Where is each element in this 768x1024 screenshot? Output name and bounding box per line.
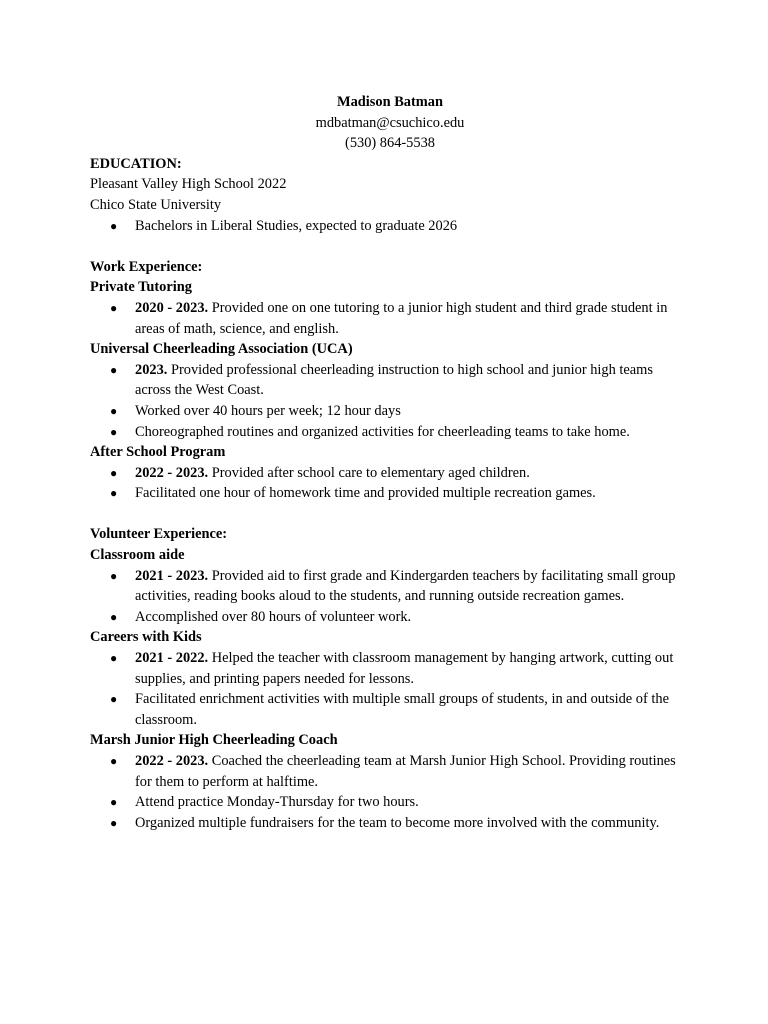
bullet-icon: ● — [110, 754, 118, 768]
entry-title: Universal Cheerleading Association (UCA) — [90, 341, 353, 358]
bullet-date: 2020 - 2023. — [135, 299, 209, 316]
bullet-text: Helped the teacher with classroom management by hanging artwork, cutting out supplies, and printing papers needed for lessons. — [135, 650, 674, 687]
bullet-icon: ● — [110, 424, 118, 439]
bullet-icon: ● — [110, 362, 118, 377]
resume-phone: (530) 864-5538 — [345, 135, 435, 152]
list-item — [90, 298, 690, 339]
bullet-text: Facilitated one hour of homework time and provided multiple recreation games. — [135, 485, 596, 502]
volunteer-entries — [90, 545, 690, 833]
entry-bullet-list — [90, 648, 690, 730]
entry-bullet-list — [90, 751, 690, 833]
education-school: Pleasant Valley High School 2022 — [90, 176, 287, 193]
list-item — [90, 689, 690, 730]
entry-title: Marsh Junior High Cheerleading Coach — [90, 732, 338, 749]
bullet-icon: ● — [110, 795, 118, 810]
bullet-text: Organized multiple fundraisers for the team to become more involved with the community. — [135, 814, 660, 831]
bullet-text: Choreographed routines and organized activities for cheerleading teams to take home. — [135, 423, 630, 440]
education-list — [90, 216, 690, 237]
bullet-icon: ● — [110, 486, 118, 501]
list-item — [90, 813, 690, 834]
bullet-icon: ● — [110, 568, 118, 583]
bullet-icon: ● — [110, 218, 118, 233]
list-item — [90, 360, 690, 401]
education-heading: EDUCATION: — [90, 155, 182, 172]
resume-name: Madison Batman — [337, 94, 443, 110]
bullet-icon: ● — [110, 692, 118, 707]
bullet-text: Provided after school care to elementary aged children. — [208, 464, 530, 481]
list-item — [90, 607, 690, 628]
bullet-date: 2021 - 2022. — [135, 650, 209, 667]
bullet-date: 2023. — [135, 361, 168, 378]
bullet-text: Provided one on one tutoring to a junior high student and third grade student in areas of math, science, and english. — [135, 299, 668, 337]
work-heading: Work Experience: — [90, 258, 203, 275]
bullet-date: 2021 - 2023. — [135, 567, 209, 584]
bullet-text: Bachelors in Liberal Studies, expected to graduate 2026 — [135, 217, 458, 234]
entry-title: Private Tutoring — [90, 279, 192, 296]
entry-bullet-list — [90, 566, 690, 628]
list-item — [90, 566, 690, 607]
resume-content — [90, 92, 690, 833]
volunteer-heading: Volunteer Experience: — [90, 526, 228, 543]
bullet-icon: ● — [110, 403, 118, 418]
list-item — [90, 792, 690, 813]
entry-title: Careers with Kids — [90, 629, 202, 646]
list-item — [90, 422, 690, 443]
entry-bullet-list — [90, 298, 690, 339]
resume-email: mdbatman@csuchico.edu — [315, 114, 465, 131]
bullet-icon: ● — [110, 815, 118, 830]
list-item — [90, 216, 690, 237]
bullet-text: Attend practice Monday-Thursday for two hours. — [135, 794, 419, 811]
bullet-text: Provided aid to first grade and Kindergarden teachers by facilitating small group activities, reading books aloud to the students, and running outside recreation games. — [135, 567, 676, 605]
spacer — [90, 236, 690, 257]
spacer — [90, 504, 690, 525]
list-item — [90, 483, 690, 504]
list-item — [90, 751, 690, 792]
bullet-date: 2022 - 2023. — [135, 753, 209, 769]
bullet-icon: ● — [110, 465, 118, 480]
bullet-text: Worked over 40 hours per week; 12 hour days — [135, 402, 401, 419]
bullet-icon: ● — [110, 651, 118, 666]
bullet-text: Facilitated enrichment activities with multiple small groups of students, in and outside of the classroom. — [135, 691, 669, 728]
education-university: Chico State University — [90, 196, 222, 213]
list-item — [90, 463, 690, 484]
list-item — [90, 401, 690, 422]
bullet-text: Provided professional cheerleading instruction to high school and junior high teams across the West Coast. — [135, 361, 653, 399]
bullet-text: Coached the cheerleading team at Marsh Junior High School. Providing routines for them to perform at halftime. — [135, 753, 676, 790]
list-item — [90, 648, 690, 689]
bullet-icon: ● — [110, 300, 118, 315]
bullet-icon: ● — [110, 609, 118, 624]
bullet-date: 2022 - 2023. — [135, 464, 209, 481]
entry-bullet-list — [90, 360, 690, 442]
work-entries — [90, 277, 690, 504]
entry-title: After School Program — [90, 444, 226, 461]
entry-title: Classroom aide — [90, 547, 185, 564]
bullet-text: Accomplished over 80 hours of volunteer work. — [135, 608, 412, 625]
entry-bullet-list — [90, 463, 690, 504]
